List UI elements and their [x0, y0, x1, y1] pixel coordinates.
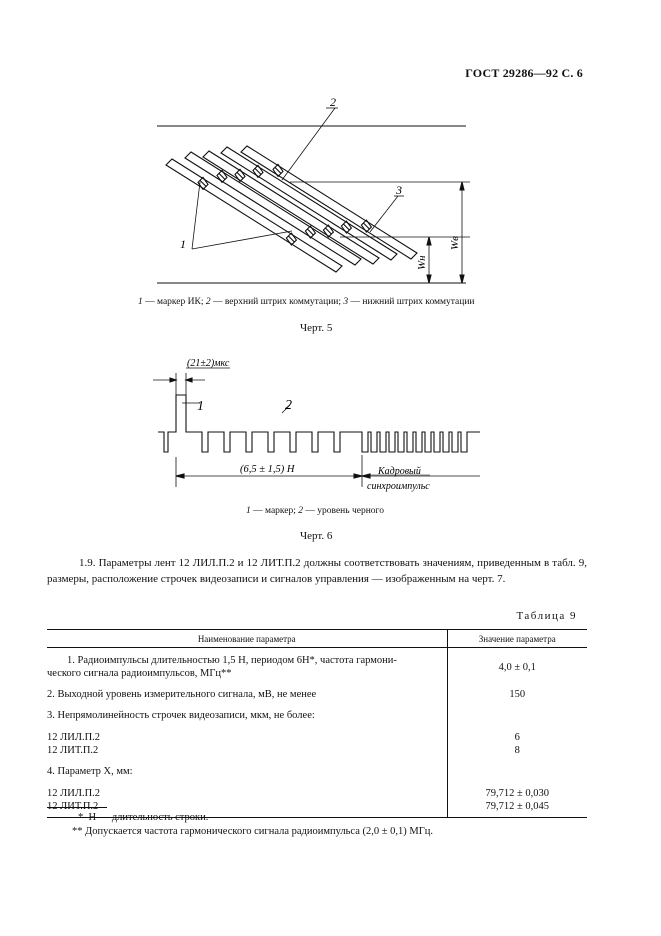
fig5-label-marker: 1: [180, 237, 186, 251]
table-row: 4. Параметр X, мм:: [47, 757, 587, 778]
commutation-mark-hatch: [255, 168, 261, 174]
fig6-title: Черт. 6: [300, 530, 333, 542]
commutation-mark-hatch: [363, 223, 369, 229]
table-row: 12 ЛИТ.П.2 8: [47, 745, 520, 756]
commutation-mark-hatch: [219, 173, 225, 179]
figure-6-waveform: [0, 355, 661, 500]
fig5-label-upper: 2: [330, 95, 336, 109]
footnote-separator: [47, 807, 107, 808]
fig6-frame-label-2: синхроимпульс: [367, 481, 430, 492]
footnote-2: ** Допускается частота гармонического сигнала радиоимпульса (2,0 ± 0,1) МГц.: [72, 826, 434, 837]
parameters-table: [47, 629, 587, 818]
table-header-name: Наименование параметра: [47, 630, 447, 648]
commutation-mark-hatch: [275, 167, 281, 173]
table-row: 12 ЛИЛ.П.2 6: [47, 722, 587, 744]
commutation-mark-hatch: [237, 172, 243, 178]
tape-stripe: [241, 146, 417, 259]
fig6-label-level: 2: [285, 398, 292, 413]
commutation-mark-hatch: [200, 180, 206, 186]
fig5-title: Черт. 5: [300, 322, 333, 334]
fig6-caption: 1 — маркер; 2 — уровень черного: [246, 506, 384, 516]
table-title: Таблица 9: [516, 610, 577, 622]
table-row: 1. Радиоимпульсы длительностью 1,5 H, периодом 6H*, частота гармони- ческого сигнала радиоимпульсов, МГц** 4,0 ± 0,1: [47, 648, 587, 681]
fig6-period-label: (6,5 ± 1,5) H: [240, 464, 295, 475]
commutation-mark-hatch: [325, 228, 331, 234]
paragraph-1-9: 1.9. Параметры лент 12 ЛИЛ.П.2 и 12 ЛИТ.П.2 должны соответствовать значениям, приведенным в табл. 9, размеры, расположение строчек видеозаписи и сигналов управления — изображенным на черт. 7.: [47, 557, 587, 585]
fig5-caption: 1 — маркер ИК; 2 — верхний штрих коммутации; 3 — нижний штрих коммутации: [138, 297, 475, 307]
fig6-frame-label-1: Кадровый: [378, 466, 421, 477]
figure-5-tape-diagram: [0, 0, 661, 340]
commutation-mark-hatch: [288, 236, 294, 242]
table-row: 3. Непрямолинейность строчек видеозаписи, мкм, не более:: [47, 701, 587, 722]
page-header: ГОСТ 29286—92 С. 6: [465, 66, 583, 80]
fig5-label-lower: 3: [396, 183, 402, 197]
fig5-label-wn: Wн: [416, 255, 428, 270]
table-row: 2. Выходной уровень измерительного сигнала, мВ, не менее 150: [47, 680, 587, 701]
fig6-pulse-label: (21±2)мкс: [187, 358, 230, 369]
commutation-mark-hatch: [307, 229, 313, 235]
tape-stripe: [221, 147, 397, 260]
footnote-1: * H — длительность строки.: [78, 812, 209, 823]
table-row: 12 ЛИТ.П.2 79,712 ± 0,045: [47, 800, 587, 818]
fig6-label-marker: 1: [197, 399, 204, 414]
commutation-mark-hatch: [343, 224, 349, 230]
table-row: 12 ЛИЛ.П.2 79,712 ± 0,030: [47, 778, 587, 800]
tape-stripe: [166, 159, 342, 272]
table-header-value: Значение параметра: [447, 630, 587, 648]
fig5-label-wv: Wв: [449, 236, 461, 250]
